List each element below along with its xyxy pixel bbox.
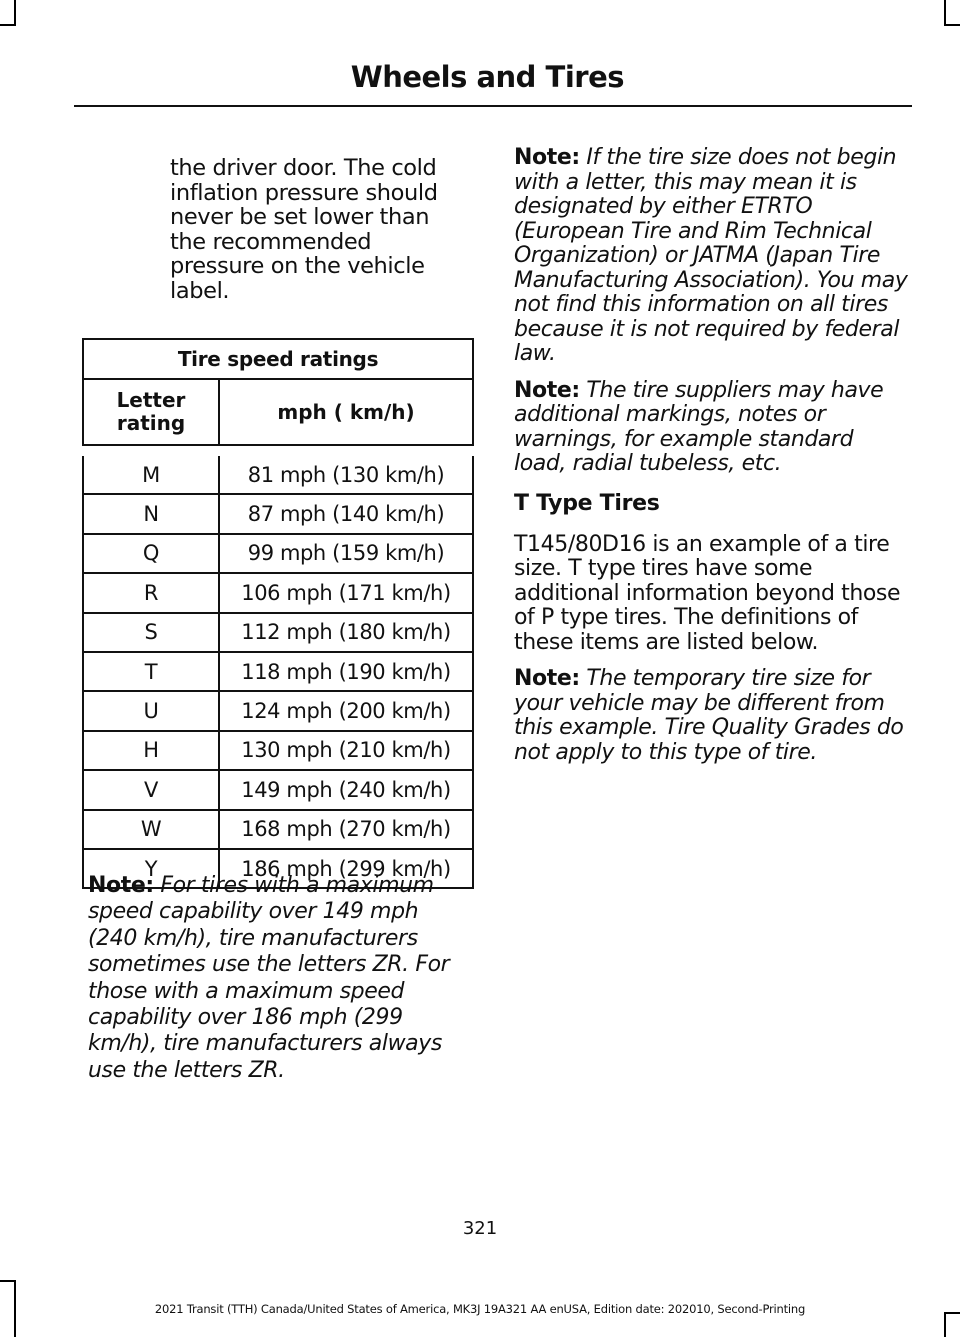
letter-cell: Q	[83, 534, 219, 573]
note-supplier-markings	[514, 379, 910, 477]
page-number: 321	[462, 1218, 498, 1239]
speed-cell: 124 mph (200 km/h)	[219, 691, 473, 730]
note-zr-rating	[88, 873, 472, 1084]
crop-mark	[14, 0, 16, 26]
note-text: The tire suppliers may have additional markings, notes or warnings, for example standard load, radial tubeless, etc.	[514, 377, 884, 476]
speed-cell: 186 mph (299 km/h)	[219, 849, 473, 888]
table-row	[83, 456, 473, 494]
column-header-letter-rating: Letter rating	[83, 379, 219, 445]
speed-cell: 118 mph (190 km/h)	[219, 652, 473, 691]
note-text: If the tire size does not begin with a letter, this may mean it is designated by either ETRTO (European Tire and Rim Technical Organization) or JATMA (Japan Tire Manufacturing Association). You may not find this information on all tires because it is not required by federal law.	[514, 145, 908, 366]
crop-mark	[0, 1280, 16, 1282]
table-row	[83, 573, 473, 612]
note-text: The temporary tire size for your vehicle may be different from this example. Tire Quality Grades do not apply to this type of tire.	[514, 666, 904, 765]
note-label: Note:	[514, 666, 580, 691]
speed-cell: 99 mph (159 km/h)	[219, 534, 473, 573]
crop-mark	[0, 24, 16, 26]
letter-cell: T	[83, 652, 219, 691]
t-type-paragraph: T145/80D16 is an example of a tire size. T type tires have some additional information beyond those of P type tires. The definitions of these items are listed below.	[514, 531, 901, 655]
table-title: Tire speed ratings	[83, 339, 473, 379]
footer-edition-info: 2021 Transit (TTH) Canada/United States of America, MK3J 19A321 AA enUSA, Edition date: 202010, Second-Printing	[154, 1302, 806, 1316]
note-text: For tires with a maximum speed capability over 149 mph (240 km/h), tire manufacturers sometimes use the letters ZR. For those with a maximum speed capability over 186 mph (299 km/h), tire manufacturers always use the letters ZR.	[88, 873, 450, 1083]
table-row	[83, 691, 473, 730]
letter-cell: S	[83, 613, 219, 652]
intro-paragraph: the driver door. The cold inflation pressure should never be set lower than the recommended pressure on the vehicle label.	[170, 155, 438, 304]
table-row	[83, 613, 473, 652]
note-label: Note:	[514, 377, 580, 403]
table-row	[83, 534, 473, 573]
speed-cell: 168 mph (270 km/h)	[219, 810, 473, 849]
note-label: Note:	[88, 873, 154, 898]
letter-cell: R	[83, 573, 219, 612]
letter-cell: W	[83, 810, 219, 849]
right-column	[514, 146, 910, 765]
note-label: Note:	[514, 145, 580, 170]
letter-cell: U	[83, 691, 219, 730]
speed-cell: 112 mph (180 km/h)	[219, 613, 473, 652]
table-row	[83, 770, 473, 809]
letter-cell: Y	[83, 849, 219, 888]
section-heading: T Type Tires	[514, 490, 660, 516]
letter-cell: H	[83, 731, 219, 770]
speed-cell: 81 mph (130 km/h)	[219, 456, 473, 494]
speed-cell: 106 mph (171 km/h)	[219, 573, 473, 612]
table-row	[83, 810, 473, 849]
table-row	[83, 494, 473, 533]
speed-cell: 149 mph (240 km/h)	[219, 770, 473, 809]
speed-cell: 87 mph (140 km/h)	[219, 494, 473, 533]
note-tire-size-designation	[514, 146, 910, 367]
table-row	[83, 731, 473, 770]
note-temporary-tire	[514, 667, 910, 765]
crop-mark	[944, 24, 960, 26]
tire-speed-ratings-table	[82, 338, 474, 889]
crop-mark	[944, 0, 946, 26]
table-row	[83, 652, 473, 691]
letter-cell: N	[83, 494, 219, 533]
letter-cell: V	[83, 770, 219, 809]
letter-cell: M	[83, 456, 219, 494]
header-divider	[74, 105, 912, 107]
column-header-speed: mph ( km/h)	[219, 379, 473, 445]
speed-cell: 130 mph (210 km/h)	[219, 731, 473, 770]
page-section-title: Wheels and Tires	[350, 60, 624, 94]
